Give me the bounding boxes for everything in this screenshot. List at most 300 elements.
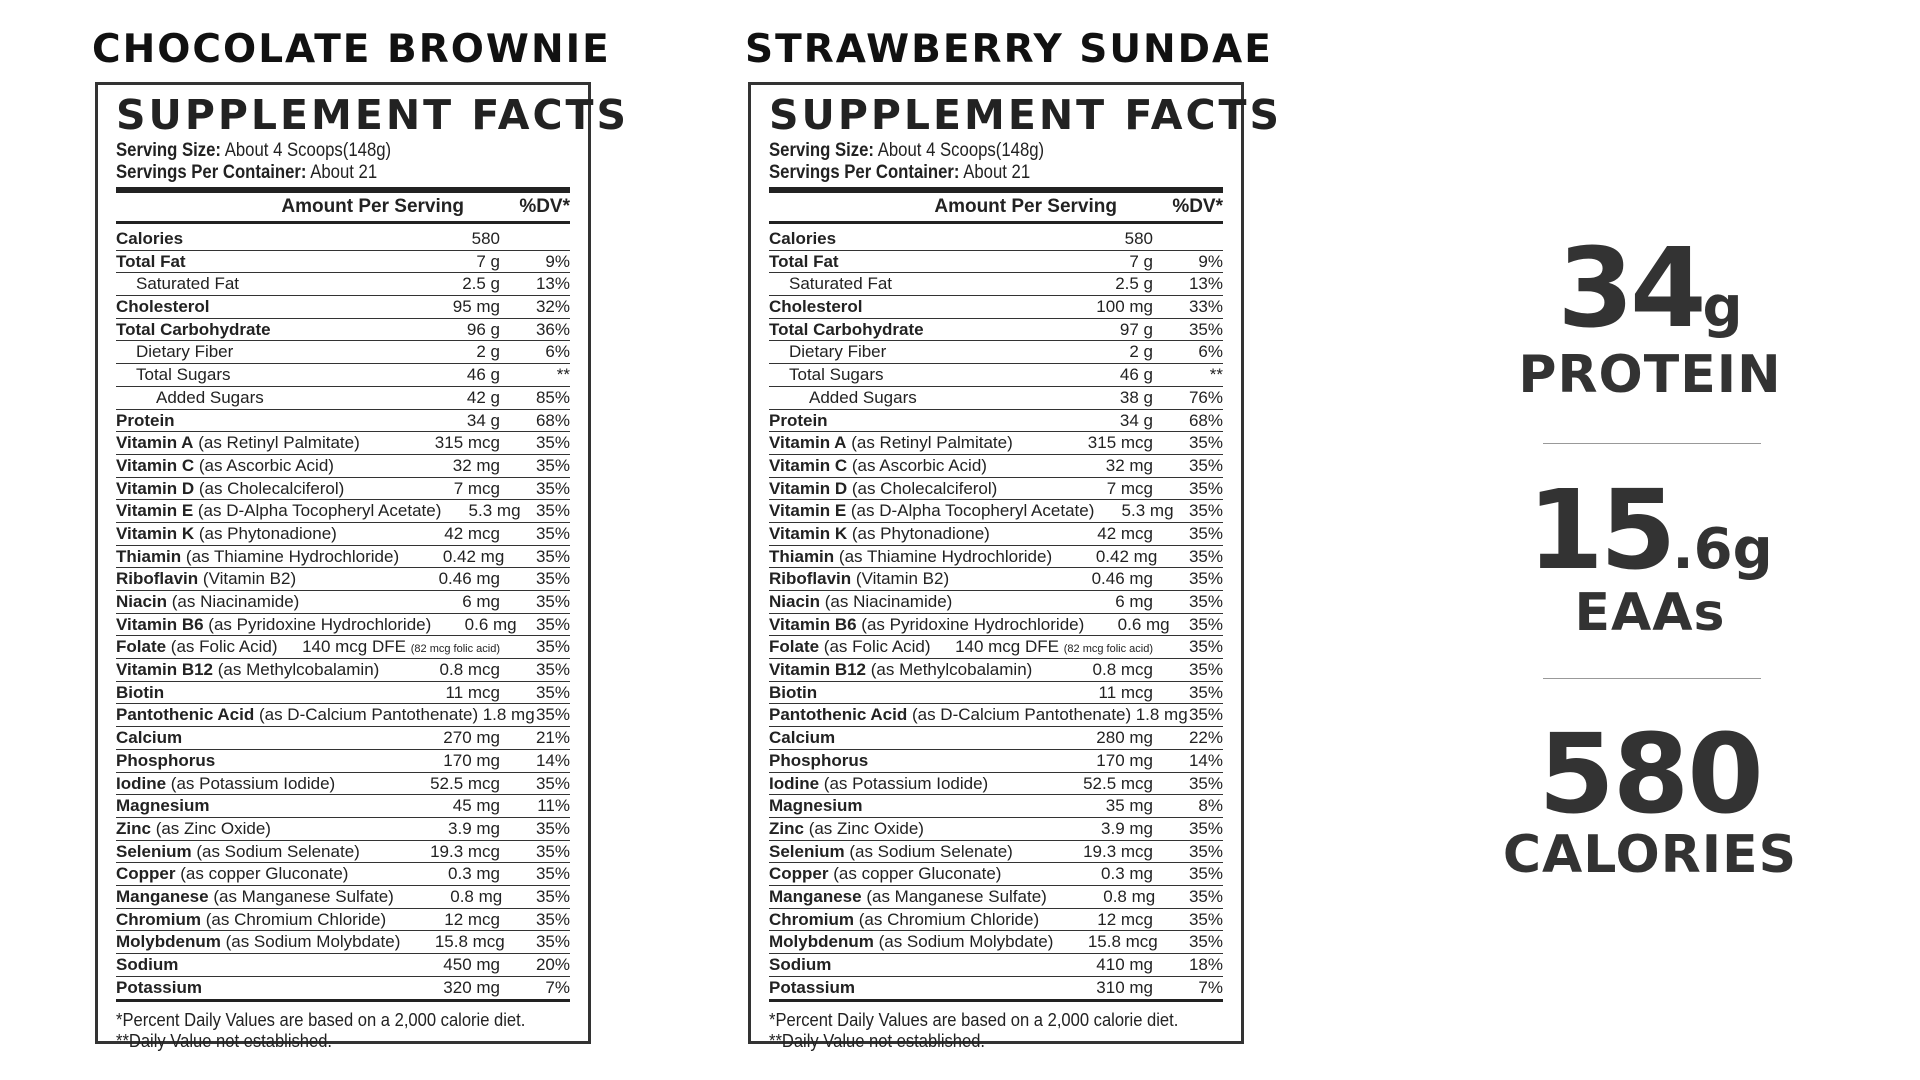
nutrient-row bbox=[116, 727, 570, 750]
nutrient-source: (as Zinc Oxide) bbox=[808, 818, 924, 838]
nutrient-amount: 15.8 mcg bbox=[434, 932, 505, 952]
nutrient-name: Vitamin K bbox=[769, 523, 848, 543]
nutrient-name: Vitamin E bbox=[769, 501, 847, 521]
nutrient-row bbox=[116, 682, 570, 705]
nutrient-amount: 3.9 mg bbox=[448, 818, 500, 838]
nutrient-name-cell bbox=[769, 500, 1094, 522]
nutrient-amount-cell bbox=[388, 727, 500, 749]
nutrient-name: Manganese bbox=[116, 886, 209, 906]
column-header-row bbox=[116, 193, 570, 221]
nutrient-daily-value: 35% bbox=[1188, 478, 1223, 498]
nutrient-row bbox=[116, 273, 570, 296]
nutrient-daily-value: 35% bbox=[535, 478, 570, 498]
nutrient-name: Total Carbohydrate bbox=[769, 319, 924, 339]
nutrient-daily-value: 35% bbox=[1188, 569, 1223, 589]
nutrient-amount: 2.5 g bbox=[1115, 274, 1153, 294]
nutrient-amount-cell bbox=[388, 818, 500, 840]
nutrient-name: Zinc bbox=[769, 818, 804, 838]
nutrient-amount-cell bbox=[388, 523, 500, 545]
nutrient-amount-cell bbox=[1041, 773, 1153, 795]
nutrient-row bbox=[116, 909, 570, 932]
nutrient-daily-value: 35% bbox=[535, 909, 570, 929]
nutrient-row bbox=[769, 432, 1223, 455]
nutrient-amount: 140 mcg DFE bbox=[955, 637, 1059, 657]
nutrient-daily-value: 18% bbox=[1188, 955, 1223, 974]
nutrient-amount-cell bbox=[1041, 795, 1153, 817]
panel-title: SUPPLEMENT FACTS bbox=[769, 91, 1283, 139]
nutrient-daily-value: 35% bbox=[1188, 455, 1223, 475]
servings-label: Servings Per Container: bbox=[769, 162, 960, 183]
serving-size-label: Serving Size: bbox=[116, 140, 222, 161]
nutrient-daily-value: 68% bbox=[535, 410, 570, 430]
nutrient-amount-cell bbox=[278, 636, 500, 658]
nutrient-amount: 0.42 mg bbox=[1095, 546, 1158, 566]
nutrient-name-cell bbox=[769, 773, 1041, 795]
nutrient-name: Selenium bbox=[769, 841, 845, 861]
nutrient-amount: 0.42 mg bbox=[442, 546, 505, 566]
nutrient-amount: 7 g bbox=[1129, 251, 1153, 271]
protein-value: 34 bbox=[1557, 224, 1703, 352]
nutrient-daily-value: 35% bbox=[535, 682, 570, 702]
nutrient-amount-cell bbox=[388, 841, 500, 863]
nutrient-name: Phosphorus bbox=[769, 750, 869, 770]
nutrient-name: Magnesium bbox=[769, 796, 863, 816]
nutrient-name-cell bbox=[769, 841, 1041, 863]
amount-per-serving-header: Amount Per Serving bbox=[934, 196, 1117, 217]
nutrient-name: Vitamin C bbox=[769, 455, 848, 475]
nutrient-source: (as copper Gluconate) bbox=[180, 864, 349, 884]
nutrient-name: Total Fat bbox=[769, 251, 839, 271]
nutrient-row bbox=[769, 954, 1223, 977]
nutrient-amount: 0.8 mcg bbox=[439, 660, 500, 680]
nutrient-name: Total Fat bbox=[116, 251, 186, 271]
nutrient-source: (as Cholecalciferol) bbox=[851, 478, 998, 498]
nutrient-amount-cell bbox=[1041, 455, 1153, 477]
nutrient-source: (as Thiamine Hydrochloride) bbox=[838, 546, 1053, 566]
nutrient-daily-value: 13% bbox=[1188, 274, 1223, 294]
nutrient-source: (as D-Calcium Pantothenate) bbox=[911, 705, 1132, 725]
nutrient-amount: 0.3 mg bbox=[1101, 864, 1153, 884]
nutrient-row bbox=[769, 228, 1223, 251]
nutrient-name-cell bbox=[769, 568, 1041, 590]
calories-value: 580 bbox=[1538, 710, 1762, 838]
nutrient-row bbox=[769, 704, 1223, 727]
divider bbox=[1543, 678, 1761, 679]
nutrient-amount: 1.8 mg bbox=[1135, 705, 1188, 725]
nutrient-daily-value: 35% bbox=[1188, 546, 1223, 566]
nutrient-row bbox=[769, 341, 1223, 364]
nutrient-row bbox=[116, 455, 570, 478]
nutrient-amount: 38 g bbox=[1119, 387, 1153, 407]
nutrient-name-cell bbox=[769, 863, 1041, 885]
nutrient-amount: 0.6 mg bbox=[464, 614, 517, 634]
nutrient-amount: 11 mcg bbox=[445, 682, 500, 702]
nutrient-row bbox=[769, 931, 1223, 954]
nutrient-source: (as Zinc Oxide) bbox=[155, 818, 271, 838]
nutrient-name-cell bbox=[769, 704, 1131, 726]
nutrient-amount: 0.8 mg bbox=[450, 886, 503, 906]
nutrient-name: Dietary Fiber bbox=[136, 342, 234, 362]
nutrient-source: (as Methylcobalamin) bbox=[870, 660, 1033, 680]
nutrient-row bbox=[116, 636, 570, 659]
nutrient-amount-cell bbox=[1041, 432, 1153, 454]
nutrient-name-cell bbox=[116, 500, 441, 522]
nutrient-daily-value: 76% bbox=[1188, 387, 1223, 407]
nutrient-amount: 0.3 mg bbox=[448, 864, 500, 884]
servings-label: Servings Per Container: bbox=[116, 162, 307, 183]
nutrient-name-cell bbox=[116, 591, 388, 613]
nutrient-amount: 170 mg bbox=[1096, 750, 1153, 770]
nutrient-amount-cell bbox=[1053, 931, 1157, 953]
nutrient-name-cell bbox=[769, 727, 1041, 749]
nutrient-row bbox=[769, 251, 1223, 274]
nutrient-daily-value: 8% bbox=[1198, 796, 1223, 816]
nutrient-source: (as Phytonadione) bbox=[198, 523, 337, 543]
nutrient-amount-note: (82 mcg folic acid) bbox=[410, 643, 500, 656]
nutrient-row bbox=[769, 591, 1223, 614]
nutrient-name: Vitamin E bbox=[116, 501, 194, 521]
nutrient-row bbox=[769, 455, 1223, 478]
amount-per-serving-header: Amount Per Serving bbox=[281, 196, 464, 217]
nutrient-name: Chromium bbox=[116, 909, 201, 929]
nutrient-source: (as Ascorbic Acid) bbox=[851, 455, 987, 475]
nutrient-amount-cell bbox=[1041, 478, 1153, 500]
nutrient-daily-value: 14% bbox=[1188, 750, 1223, 770]
nutrient-name-cell bbox=[769, 341, 1041, 363]
nutrient-amount-cell bbox=[388, 977, 500, 1000]
nutrient-daily-value: 35% bbox=[1188, 433, 1223, 453]
servings-value: About 21 bbox=[963, 162, 1031, 183]
nutrient-name-cell bbox=[769, 795, 1041, 817]
nutrient-amount-cell bbox=[388, 591, 500, 613]
nutrient-amount-cell bbox=[388, 341, 500, 363]
nutrient-row bbox=[769, 364, 1223, 387]
nutrient-row bbox=[116, 500, 570, 523]
nutrient-row bbox=[116, 591, 570, 614]
nutrient-source: (Vitamin B2) bbox=[855, 569, 950, 589]
nutrient-name-cell bbox=[116, 795, 388, 817]
protein-label: PROTEIN bbox=[1518, 345, 1782, 405]
nutrient-amount: 52.5 mcg bbox=[1083, 773, 1153, 793]
nutrient-name: Manganese bbox=[769, 886, 862, 906]
nutrient-amount-cell bbox=[388, 863, 500, 885]
nutrient-row bbox=[769, 750, 1223, 773]
nutrient-amount-cell bbox=[388, 228, 500, 250]
nutrient-amount-cell bbox=[1041, 682, 1153, 704]
nutrient-amount: 310 mg bbox=[1096, 977, 1153, 997]
nutrient-row bbox=[116, 750, 570, 773]
nutrient-row bbox=[116, 931, 570, 954]
nutrient-amount-cell bbox=[388, 455, 500, 477]
nutrient-daily-value: 9% bbox=[1198, 251, 1223, 271]
nutrient-amount-cell bbox=[931, 636, 1153, 658]
nutrient-name: Vitamin D bbox=[116, 478, 195, 498]
nutrient-amount: 12 mcg bbox=[1097, 909, 1153, 929]
nutrient-amount: 0.46 mg bbox=[438, 569, 500, 589]
nutrient-name-cell bbox=[116, 682, 388, 704]
nutrient-name-cell bbox=[116, 909, 388, 931]
nutrient-name-cell bbox=[116, 568, 388, 590]
nutrient-row bbox=[116, 387, 570, 410]
footnotes bbox=[769, 1010, 1187, 1052]
nutrient-row bbox=[116, 228, 570, 251]
nutrient-name-cell bbox=[769, 591, 1041, 613]
nutrient-name-cell bbox=[116, 455, 388, 477]
nutrient-name: Added Sugars bbox=[156, 387, 264, 407]
nutrient-row bbox=[769, 478, 1223, 501]
nutrient-name-cell bbox=[769, 251, 1041, 273]
nutrient-amount-cell bbox=[388, 909, 500, 931]
nutrient-amount-cell bbox=[388, 659, 500, 681]
nutrient-amount: 6 mg bbox=[462, 592, 500, 611]
nutrient-name: Pantothenic Acid bbox=[116, 705, 255, 725]
nutrient-daily-value: 35% bbox=[1188, 705, 1223, 725]
daily-value-header: %DV* bbox=[519, 196, 570, 217]
nutrient-daily-value: 7% bbox=[545, 977, 570, 997]
nutrient-name-cell bbox=[769, 750, 1041, 772]
nutrient-amount-cell bbox=[388, 273, 500, 295]
nutrient-amount-cell bbox=[1041, 523, 1153, 545]
nutrient-name: Calcium bbox=[769, 728, 836, 748]
nutrient-name-cell bbox=[116, 273, 388, 295]
nutrient-name: Total Sugars bbox=[136, 365, 231, 385]
nutrient-amount-cell bbox=[1047, 886, 1155, 908]
nutrient-amount-cell bbox=[1041, 319, 1153, 341]
nutrient-amount: 2 g bbox=[1129, 342, 1153, 362]
nutrient-row bbox=[116, 251, 570, 274]
nutrient-source: (as Methylcobalamin) bbox=[217, 660, 380, 680]
nutrient-daily-value: 35% bbox=[535, 818, 570, 838]
nutrient-amount-cell bbox=[1041, 273, 1153, 295]
nutrient-row bbox=[769, 977, 1223, 1000]
nutrient-name-cell bbox=[769, 523, 1041, 545]
nutrient-name-cell bbox=[116, 432, 388, 454]
nutrient-amount: 0.6 mg bbox=[1117, 614, 1170, 634]
daily-value-header: %DV* bbox=[1172, 196, 1223, 217]
nutrient-name: Thiamin bbox=[116, 546, 182, 566]
nutrient-amount: 3.9 mg bbox=[1101, 818, 1153, 838]
nutrient-source: (as Manganese Sulfate) bbox=[866, 886, 1047, 906]
nutrient-amount-cell bbox=[1041, 364, 1153, 386]
nutrient-source: (as D-Alpha Tocopheryl Acetate) bbox=[850, 501, 1095, 521]
supplement-facts-panel-chocolate bbox=[95, 82, 630, 1052]
nutrient-amount-cell bbox=[1041, 841, 1153, 863]
nutrient-name: Riboflavin bbox=[116, 569, 199, 589]
nutrient-name: Chromium bbox=[769, 909, 854, 929]
nutrient-amount: 170 mg bbox=[443, 750, 500, 770]
servings-value: About 21 bbox=[310, 162, 378, 183]
nutrient-amount-cell bbox=[1041, 727, 1153, 749]
nutrient-name: Phosphorus bbox=[116, 750, 216, 770]
nutrient-row bbox=[116, 568, 570, 591]
nutrient-row bbox=[769, 795, 1223, 818]
nutrient-amount: 34 g bbox=[1119, 410, 1153, 430]
nutrient-name: Saturated Fat bbox=[136, 274, 240, 294]
nutrient-amount-cell bbox=[1084, 614, 1169, 636]
nutrient-source: (as Chromium Chloride) bbox=[205, 909, 387, 929]
nutrient-row bbox=[116, 773, 570, 796]
nutrient-amount: 320 mg bbox=[443, 977, 500, 997]
nutrient-name-cell bbox=[769, 636, 931, 658]
serving-size-label: Serving Size: bbox=[769, 140, 875, 161]
nutrient-source: (as Chromium Chloride) bbox=[858, 909, 1040, 929]
footnote-percent-dv: *Percent Daily Values are based on a 2,000 calorie diet. bbox=[769, 1010, 1179, 1031]
nutrient-source: (as Retinyl Palmitate) bbox=[198, 433, 360, 453]
nutrient-row bbox=[116, 478, 570, 501]
nutrient-name: Potassium bbox=[116, 977, 202, 997]
nutrient-daily-value: 35% bbox=[1188, 614, 1223, 634]
nutrient-amount: 315 mcg bbox=[1087, 433, 1153, 453]
nutrient-row bbox=[769, 841, 1223, 864]
nutrient-daily-value bbox=[1153, 228, 1223, 250]
nutrient-amount: 32 mg bbox=[452, 455, 500, 475]
nutrient-amount: 7 g bbox=[476, 251, 500, 271]
nutrient-daily-value: 21% bbox=[535, 728, 570, 748]
nutrient-source: (as Sodium Selenate) bbox=[849, 841, 1013, 861]
nutrient-amount-cell bbox=[1041, 251, 1153, 273]
nutrient-name: Iodine bbox=[116, 773, 167, 793]
nutrient-name: Vitamin B12 bbox=[769, 660, 867, 680]
nutrient-name-cell bbox=[769, 432, 1041, 454]
nutrient-name-cell bbox=[116, 523, 388, 545]
nutrient-name-cell bbox=[116, 750, 388, 772]
nutrient-daily-value: 36% bbox=[535, 319, 570, 339]
nutrient-name: Magnesium bbox=[116, 796, 210, 816]
nutrient-name-cell bbox=[116, 478, 388, 500]
nutrient-amount-cell bbox=[400, 931, 504, 953]
nutrient-row bbox=[116, 818, 570, 841]
nutrient-name-cell bbox=[769, 455, 1041, 477]
nutrient-daily-value: 35% bbox=[1188, 682, 1223, 702]
nutrient-row bbox=[116, 319, 570, 342]
nutrient-daily-value: 35% bbox=[535, 637, 570, 657]
nutrient-daily-value: 35% bbox=[1188, 319, 1223, 339]
nutrient-name-cell bbox=[769, 296, 1041, 318]
nutrient-source: (as Thiamine Hydrochloride) bbox=[185, 546, 400, 566]
nutrient-name: Calories bbox=[769, 229, 837, 248]
nutrient-name-cell bbox=[116, 341, 388, 363]
nutrient-name: Vitamin D bbox=[769, 478, 848, 498]
nutrient-amount: 580 bbox=[471, 229, 500, 248]
nutrient-amount: 0.46 mg bbox=[1091, 569, 1153, 589]
nutrient-daily-value bbox=[500, 228, 570, 250]
nutrient-name: Vitamin B6 bbox=[769, 614, 857, 634]
flavor-title-chocolate-brownie: CHOCOLATE BROWNIE bbox=[92, 27, 611, 72]
nutrient-source: (as Folic Acid) bbox=[823, 637, 931, 657]
nutrient-daily-value: 32% bbox=[535, 297, 570, 317]
nutrient-amount: 450 mg bbox=[443, 955, 500, 974]
nutrient-row bbox=[769, 909, 1223, 932]
nutrient-name: Copper bbox=[116, 864, 176, 884]
nutrient-daily-value: ** bbox=[556, 365, 570, 385]
serving-size-line bbox=[769, 140, 1169, 162]
nutrient-amount-cell bbox=[1041, 591, 1153, 613]
nutrient-amount-cell bbox=[1041, 954, 1153, 976]
serving-size-value: About 4 Scoops(148g) bbox=[224, 140, 392, 161]
nutrient-daily-value: 22% bbox=[1188, 728, 1223, 748]
nutrient-name-cell bbox=[116, 228, 388, 250]
nutrient-row bbox=[769, 682, 1223, 705]
nutrient-source: (as Retinyl Palmitate) bbox=[851, 433, 1013, 453]
nutrient-name-cell bbox=[769, 977, 1041, 1000]
nutrient-source: (as copper Gluconate) bbox=[833, 864, 1002, 884]
nutrient-amount: 5.3 mg bbox=[468, 501, 521, 521]
nutrient-row bbox=[116, 954, 570, 977]
nutrient-row bbox=[116, 341, 570, 364]
nutrient-name-cell bbox=[769, 228, 1041, 250]
servings-per-container-line bbox=[116, 162, 516, 184]
nutrient-row bbox=[116, 659, 570, 682]
nutrient-row bbox=[769, 523, 1223, 546]
nutrient-name-cell bbox=[116, 727, 388, 749]
nutrient-name: Vitamin B12 bbox=[116, 660, 214, 680]
nutrient-amount-cell bbox=[1094, 500, 1173, 522]
nutrient-name: Vitamin B6 bbox=[116, 614, 204, 634]
nutrient-amount-cell bbox=[1041, 410, 1153, 432]
nutrient-amount-cell bbox=[388, 750, 500, 772]
nutrient-amount: 315 mcg bbox=[434, 433, 500, 453]
nutrient-row bbox=[769, 886, 1223, 909]
nutrient-source: (as Potassium Iodide) bbox=[170, 773, 336, 793]
nutrient-name: Molybdenum bbox=[116, 932, 221, 952]
nutrient-name-cell bbox=[116, 954, 388, 976]
nutrient-daily-value: 35% bbox=[535, 592, 570, 611]
nutrient-amount-cell bbox=[441, 500, 520, 522]
nutrient-daily-value: 35% bbox=[1188, 501, 1223, 521]
nutrient-amount: 42 mcg bbox=[444, 523, 500, 543]
nutrient-source: (as Sodium Molybdate) bbox=[225, 932, 401, 952]
footnote-not-established: **Daily Value not established. bbox=[769, 1031, 986, 1052]
nutrient-amount: 2.5 g bbox=[462, 274, 500, 294]
nutrient-amount-cell bbox=[388, 410, 500, 432]
nutrient-name-cell bbox=[116, 863, 388, 885]
nutrient-amount-cell bbox=[1041, 863, 1153, 885]
footnote-not-established: **Daily Value not established. bbox=[116, 1031, 333, 1052]
nutrient-name-cell bbox=[769, 931, 1053, 953]
nutrient-daily-value: 35% bbox=[1188, 660, 1223, 680]
nutrient-amount-cell bbox=[388, 568, 500, 590]
nutrient-source: (as Ascorbic Acid) bbox=[198, 455, 334, 475]
nutrient-daily-value: 11% bbox=[537, 796, 570, 816]
nutrient-name-cell bbox=[116, 841, 388, 863]
nutrient-name-cell bbox=[116, 614, 431, 636]
nutrient-daily-value: 13% bbox=[535, 274, 570, 294]
nutrient-amount: 32 mg bbox=[1105, 455, 1153, 475]
nutrient-name: Vitamin A bbox=[116, 433, 194, 453]
nutrient-row bbox=[769, 818, 1223, 841]
nutrient-name: Selenium bbox=[116, 841, 192, 861]
servings-per-container-line bbox=[769, 162, 1169, 184]
nutrient-row bbox=[769, 273, 1223, 296]
nutrient-name: Molybdenum bbox=[769, 932, 874, 952]
nutrient-amount: 2 g bbox=[476, 342, 500, 362]
nutrient-amount: 7 mcg bbox=[1106, 478, 1153, 498]
nutrient-amount: 42 g bbox=[466, 387, 500, 407]
nutrient-amount: 19.3 mcg bbox=[1083, 841, 1153, 861]
panel-title: SUPPLEMENT FACTS bbox=[116, 91, 630, 139]
nutrient-row bbox=[116, 614, 570, 637]
nutrient-source: (as Manganese Sulfate) bbox=[213, 886, 394, 906]
nutrient-amount: 12 mcg bbox=[444, 909, 500, 929]
nutrient-amount-cell bbox=[388, 954, 500, 976]
divider bbox=[1543, 443, 1761, 444]
nutrient-daily-value: 35% bbox=[1188, 932, 1223, 952]
nutrient-source: (as Pyridoxine Hydrochloride) bbox=[861, 614, 1085, 634]
nutrient-amount: 52.5 mcg bbox=[430, 773, 500, 793]
nutrient-name-cell bbox=[769, 909, 1041, 931]
nutrient-name-cell bbox=[116, 387, 388, 409]
nutrient-row bbox=[116, 886, 570, 909]
